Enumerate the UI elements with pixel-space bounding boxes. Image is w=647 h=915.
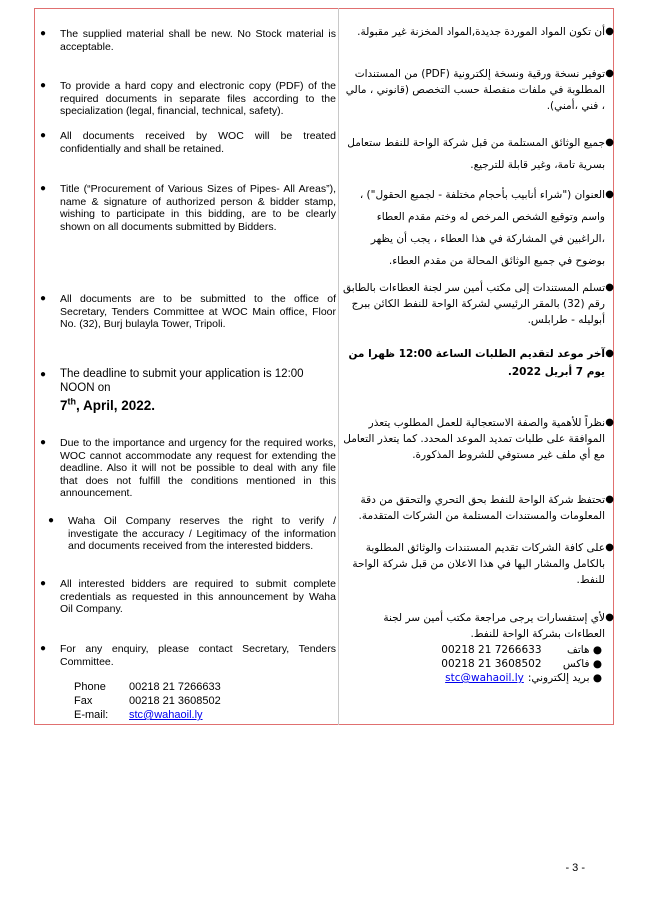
ar-item-supplied-material bbox=[342, 24, 614, 40]
ar-item-verify bbox=[342, 492, 614, 524]
bullet-icon: ● bbox=[589, 644, 602, 656]
bullet-icon: ● bbox=[589, 658, 602, 670]
deadline-text: The deadline to submit your application is 12:00 NOON on bbox=[60, 368, 304, 394]
bullet-icon: ● bbox=[605, 137, 614, 148]
phone-row bbox=[74, 680, 221, 694]
en-item-confidential bbox=[40, 130, 336, 155]
ar-item-title bbox=[342, 184, 614, 272]
phone-label: Phone bbox=[74, 681, 106, 693]
bullet-icon: ● bbox=[605, 494, 614, 505]
bullet-icon: ● bbox=[40, 130, 47, 141]
en-item-text: All interested bidders are required to submit complete credentials as requested in this announcement by Waha Oil Company. bbox=[60, 578, 336, 615]
en-item-text: Waha Oil Company reserves the right to verify / investigate the accuracy / Legitimacy of the information and documents received from the interested bidders. bbox=[68, 515, 336, 552]
bullet-icon: ● bbox=[605, 348, 614, 359]
ar-item-text: جميع الوثائق المستلمة من قبل شركة الواحة للنفط ستعامل بسرية تامة، وغير قابلة للترجيع. bbox=[347, 137, 605, 171]
bullet-icon: ● bbox=[605, 189, 614, 200]
ar-item-credentials bbox=[342, 540, 614, 588]
bullet-icon: ● bbox=[605, 26, 614, 37]
bullet-icon: ● bbox=[589, 672, 602, 684]
fax-value: 00218 21 3608502 bbox=[129, 695, 221, 707]
bullet-icon: ● bbox=[40, 28, 47, 39]
bullet-icon: ● bbox=[48, 515, 55, 526]
ar-email-label: بريد إلكتروني: bbox=[527, 672, 590, 684]
ar-fax-label: فاكس bbox=[562, 658, 590, 670]
ar-item-enquiry bbox=[342, 610, 614, 642]
bullet-icon: ● bbox=[40, 183, 47, 194]
en-item-submission-office bbox=[40, 293, 336, 331]
en-item-text: All documents are to be submitted to the office of Secretary, Tenders Committee at WOC Main office, Floor No. (32), Burj bulayla Tower, Tripoli. bbox=[60, 293, 336, 330]
bullet-icon: ● bbox=[605, 542, 614, 553]
ar-item-text: لأي إستفسارات يرجى مراجعة مكتب أمين سر لجنة العطاءات بشركة الواحة للنفط. bbox=[383, 612, 605, 640]
email-label: E-mail: bbox=[74, 709, 109, 721]
bullet-icon: ● bbox=[605, 282, 614, 293]
ar-item-text: نظراً للأهمية والصفة الاستعجالية للعمل المطلوب يتعذر الموافقة على طلبات تمديد الموعد المحدد. كما يتعذر التعامل مع أي ملف غير مستوفي للشروط المذكورة. bbox=[343, 417, 605, 461]
ar-item-text: تحتفظ شركة الواحة للنفط بحق التحري والتحقق من دقة المعلومات والمستندات المستلمة من الشركات المتقدمة. bbox=[358, 494, 605, 522]
bullet-icon: ● bbox=[40, 293, 47, 304]
bullet-icon: ● bbox=[605, 612, 614, 623]
en-item-text: To provide a hard copy and electronic copy (PDF) of the required documents in separate files according to the specialization (legal, financial, technical, safety). bbox=[60, 80, 336, 117]
en-item-text: All documents received by WOC will be treated confidentially and shall be retained. bbox=[60, 130, 336, 155]
en-item-text: Due to the importance and urgency for the required works, WOC cannot accommodate any request for extending the deadline. Also it will not be possible to deal with any file that does not fulfill the conditions mentioned in this announcement. bbox=[60, 437, 336, 499]
ar-phone-row bbox=[362, 643, 602, 657]
ar-email-row bbox=[362, 671, 602, 685]
ar-item-confidential bbox=[342, 132, 614, 176]
en-item-title bbox=[40, 183, 336, 233]
ar-item-text: أن تكون المواد الموردة جديدة,المواد المخزنة غير مقبولة. bbox=[357, 26, 605, 38]
ar-item-text: آخر موعد لتقديم الطلبات الساعة 12:00 ظهرا من يوم 7 أبريل 2022. bbox=[348, 348, 605, 378]
en-contact-block bbox=[74, 680, 221, 722]
ar-fax-row bbox=[362, 657, 602, 671]
phone-value: 00218 21 7266633 bbox=[129, 681, 221, 693]
ar-item-text: توفير نسخة ورقية ونسخة إلكترونية (PDF) من المستندات المطلوبة في ملفات منفصلة حسب التخصص (قانوني ، مالي ، فني ،أمني). bbox=[345, 68, 605, 112]
deadline-date: 7th, April, 2022. bbox=[60, 396, 156, 413]
en-item-text: For any enquiry, please contact Secretary, Tenders Committee. bbox=[60, 643, 336, 668]
fax-label: Fax bbox=[74, 695, 93, 707]
en-item-verify bbox=[48, 515, 336, 553]
fax-row bbox=[74, 694, 221, 708]
ar-phone-value: 00218 21 7266633 bbox=[441, 644, 542, 656]
ar-contact-block bbox=[362, 643, 602, 685]
en-item-enquiry bbox=[40, 643, 336, 668]
ar-item-text: على كافة الشركات تقديم المستندات والوثائق المطلوبة بالكامل والمشار اليها في هذا الاعلان من قبل شركة الواحة للنفط. bbox=[352, 542, 605, 586]
ar-item-no-extension bbox=[342, 415, 614, 463]
en-item-credentials bbox=[40, 578, 336, 616]
bullet-icon: ● bbox=[605, 417, 614, 428]
bullet-icon: ● bbox=[40, 643, 47, 654]
bullet-icon: ● bbox=[40, 578, 47, 589]
en-item-deadline bbox=[40, 368, 336, 414]
email-link[interactable]: stc@wahaoil.ly bbox=[129, 709, 203, 721]
ar-item-text: تسلم المستندات إلى مكتب أمين سر لجنة العطاءات بالطابق رقم (32) بالمقر الرئيسي لشركة الواحة للنفط الكائن ببرج أبوليله - طرابلس. bbox=[342, 282, 605, 326]
ar-item-deadline bbox=[342, 345, 614, 381]
ar-item-text: العنوان ("شراء أنابيب بأحجام مختلفة - لجميع الحقول") ، واسم وتوقيع الشخص المرخص له وختم مقدم العطاء ،الراغبين في المشاركة في هذا العطاء ، يجب أن يظهر بوضوح في جميع الوثائق المحالة من مقدم العطاء. bbox=[359, 189, 605, 267]
en-item-no-extension bbox=[40, 437, 336, 500]
en-item-text: The supplied material shall be new. No Stock material is acceptable. bbox=[60, 28, 336, 53]
en-item-text: Title (“Procurement of Various Sizes of Pipes- All Areas”), name & signature of authorized person & bidder stamp, wishing to participate in this bidding, are to be clearly shown on all documents submitted by Bidders. bbox=[60, 183, 336, 233]
bullet-icon: ● bbox=[40, 80, 47, 91]
column-divider bbox=[338, 8, 339, 725]
ar-email-link[interactable]: stc@wahaoil.ly bbox=[445, 672, 524, 684]
ar-phone-label: هاتف bbox=[566, 644, 590, 656]
en-item-hard-copy bbox=[40, 80, 336, 118]
bullet-icon: ● bbox=[40, 369, 47, 380]
page-number: - 3 - bbox=[565, 862, 585, 874]
ar-item-submission-office bbox=[342, 280, 614, 328]
ar-fax-value: 00218 21 3608502 bbox=[441, 658, 542, 670]
ar-item-hard-copy bbox=[342, 66, 614, 114]
bullet-icon: ● bbox=[605, 68, 614, 79]
email-row bbox=[74, 708, 221, 722]
bullet-icon: ● bbox=[40, 437, 47, 448]
en-item-supplied-material bbox=[40, 28, 336, 53]
